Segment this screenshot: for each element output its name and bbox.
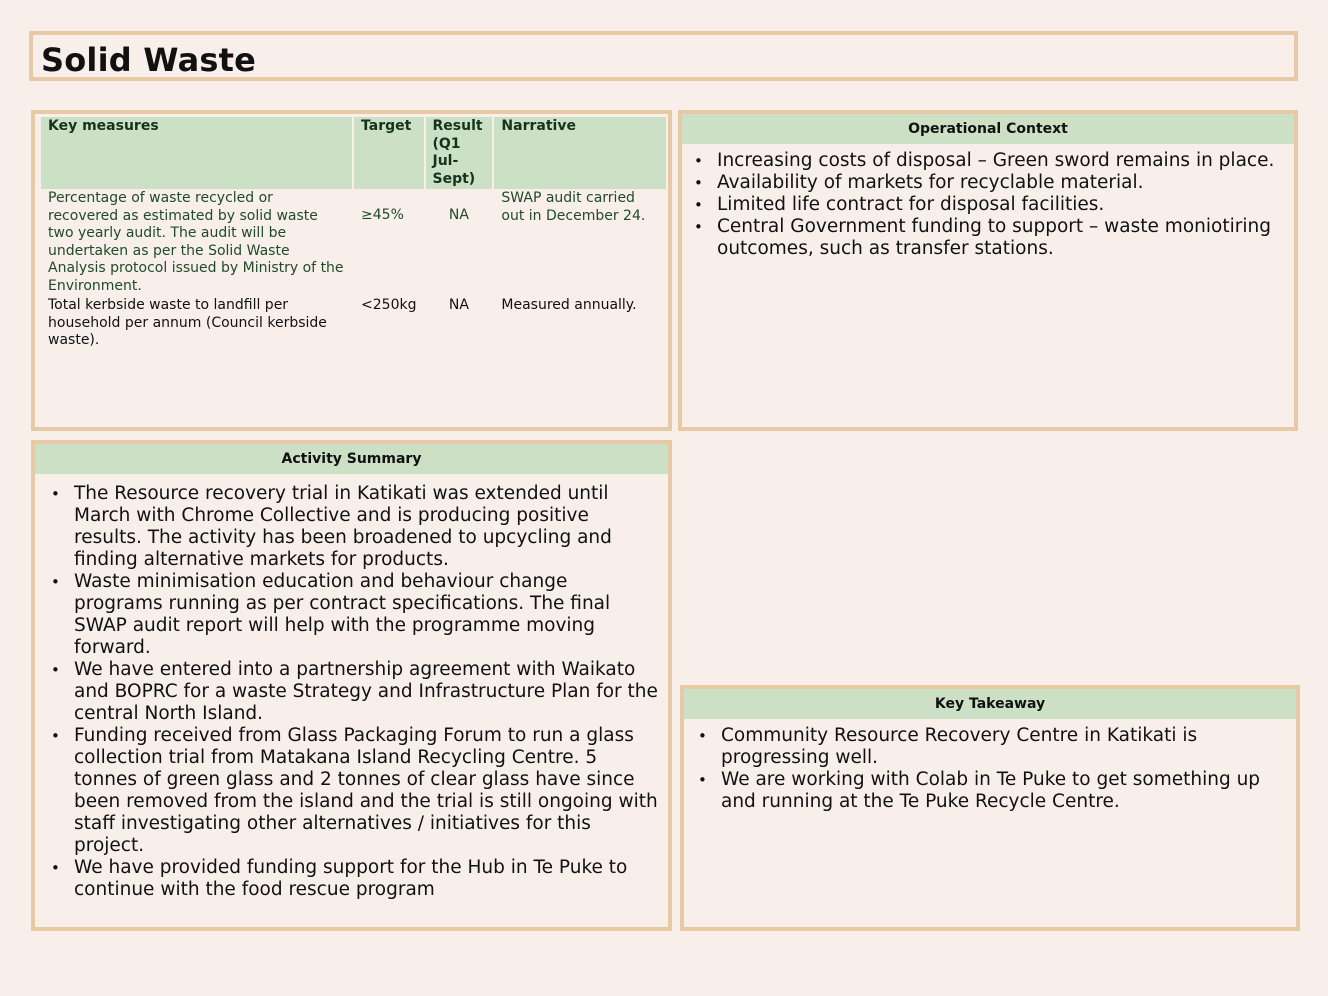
header-narrative: Narrative (494, 117, 666, 189)
key-takeaway-panel (680, 685, 1300, 931)
activity-summary-list (49, 483, 658, 901)
header-result: Result (Q1 Jul-Sept) (426, 117, 493, 189)
list-item: • Waste minimisation education and behaviour change programs running as per contract specifications. The final SWAP audit report will help with the programme moving forward. (49, 571, 658, 659)
table-row (41, 189, 666, 296)
list-item: • We have provided funding support for the Hub in Te Puke to continue with the food rescue program (49, 857, 658, 901)
list-item: • Increasing costs of disposal – Green sword remains in place. (692, 150, 1286, 172)
activity-summary-panel (31, 440, 672, 931)
measure-cell: Total kerbside waste to landfill per household per annum (Council kerbside waste). (48, 297, 327, 348)
table-row (41, 296, 666, 351)
measure-cell: Percentage of waste recycled or recovered as estimated by solid waste two yearly audit. The audit will be undertaken as per the Solid Waste Analysis protocol issued by Ministry of the Environment. (48, 190, 344, 294)
key-measures-panel (31, 110, 672, 431)
result-cell: NA (448, 207, 469, 223)
page-title: Solid Waste (41, 41, 257, 79)
table-header-row (41, 117, 666, 189)
operational-context-panel (678, 110, 1298, 431)
operational-context-list (692, 150, 1286, 260)
key-takeaway-list (696, 725, 1286, 813)
header-key-measures: Key measures (41, 117, 352, 189)
title-box (29, 31, 1298, 81)
list-item: • We are working with Colab in Te Puke to get something up and running at the Te Puke Recycle Centre. (696, 769, 1286, 813)
key-takeaway-heading: Key Takeaway (684, 689, 1296, 719)
list-item: • The Resource recovery trial in Katikati was extended until March with Chrome Collective and is producing positive results. The activity has been broadened to upcycling and finding alternative markets for products. (49, 483, 658, 571)
target-cell: ≥45% (361, 207, 404, 223)
narrative-cell: Measured annually. (501, 297, 637, 313)
list-item: • Community Resource Recovery Centre in Katikati is progressing well. (696, 725, 1286, 769)
list-item: • Limited life contract for disposal facilities. (692, 194, 1286, 216)
header-target: Target (354, 117, 423, 189)
result-cell: NA (448, 297, 469, 313)
list-item: • Central Government funding to support – waste moniotiring outcomes, such as transfer stations. (692, 216, 1286, 260)
key-measures-table (39, 117, 668, 351)
narrative-cell: SWAP audit carried out in December 24. (501, 190, 646, 224)
operational-context-heading: Operational Context (682, 114, 1294, 144)
activity-summary-heading: Activity Summary (35, 444, 668, 474)
target-cell: <250kg (361, 297, 417, 313)
list-item: • Availability of markets for recyclable material. (692, 172, 1286, 194)
list-item: • We have entered into a partnership agreement with Waikato and BOPRC for a waste Strategy and Infrastructure Plan for the central North Island. (49, 659, 658, 725)
list-item: • Funding received from Glass Packaging Forum to run a glass collection trial from Matakana Island Recycling Centre. 5 tonnes of green glass and 2 tonnes of clear glass have since been removed from the island and the trial is still ongoing with staff investigating other alternatives / initiatives for this project. (49, 725, 658, 857)
